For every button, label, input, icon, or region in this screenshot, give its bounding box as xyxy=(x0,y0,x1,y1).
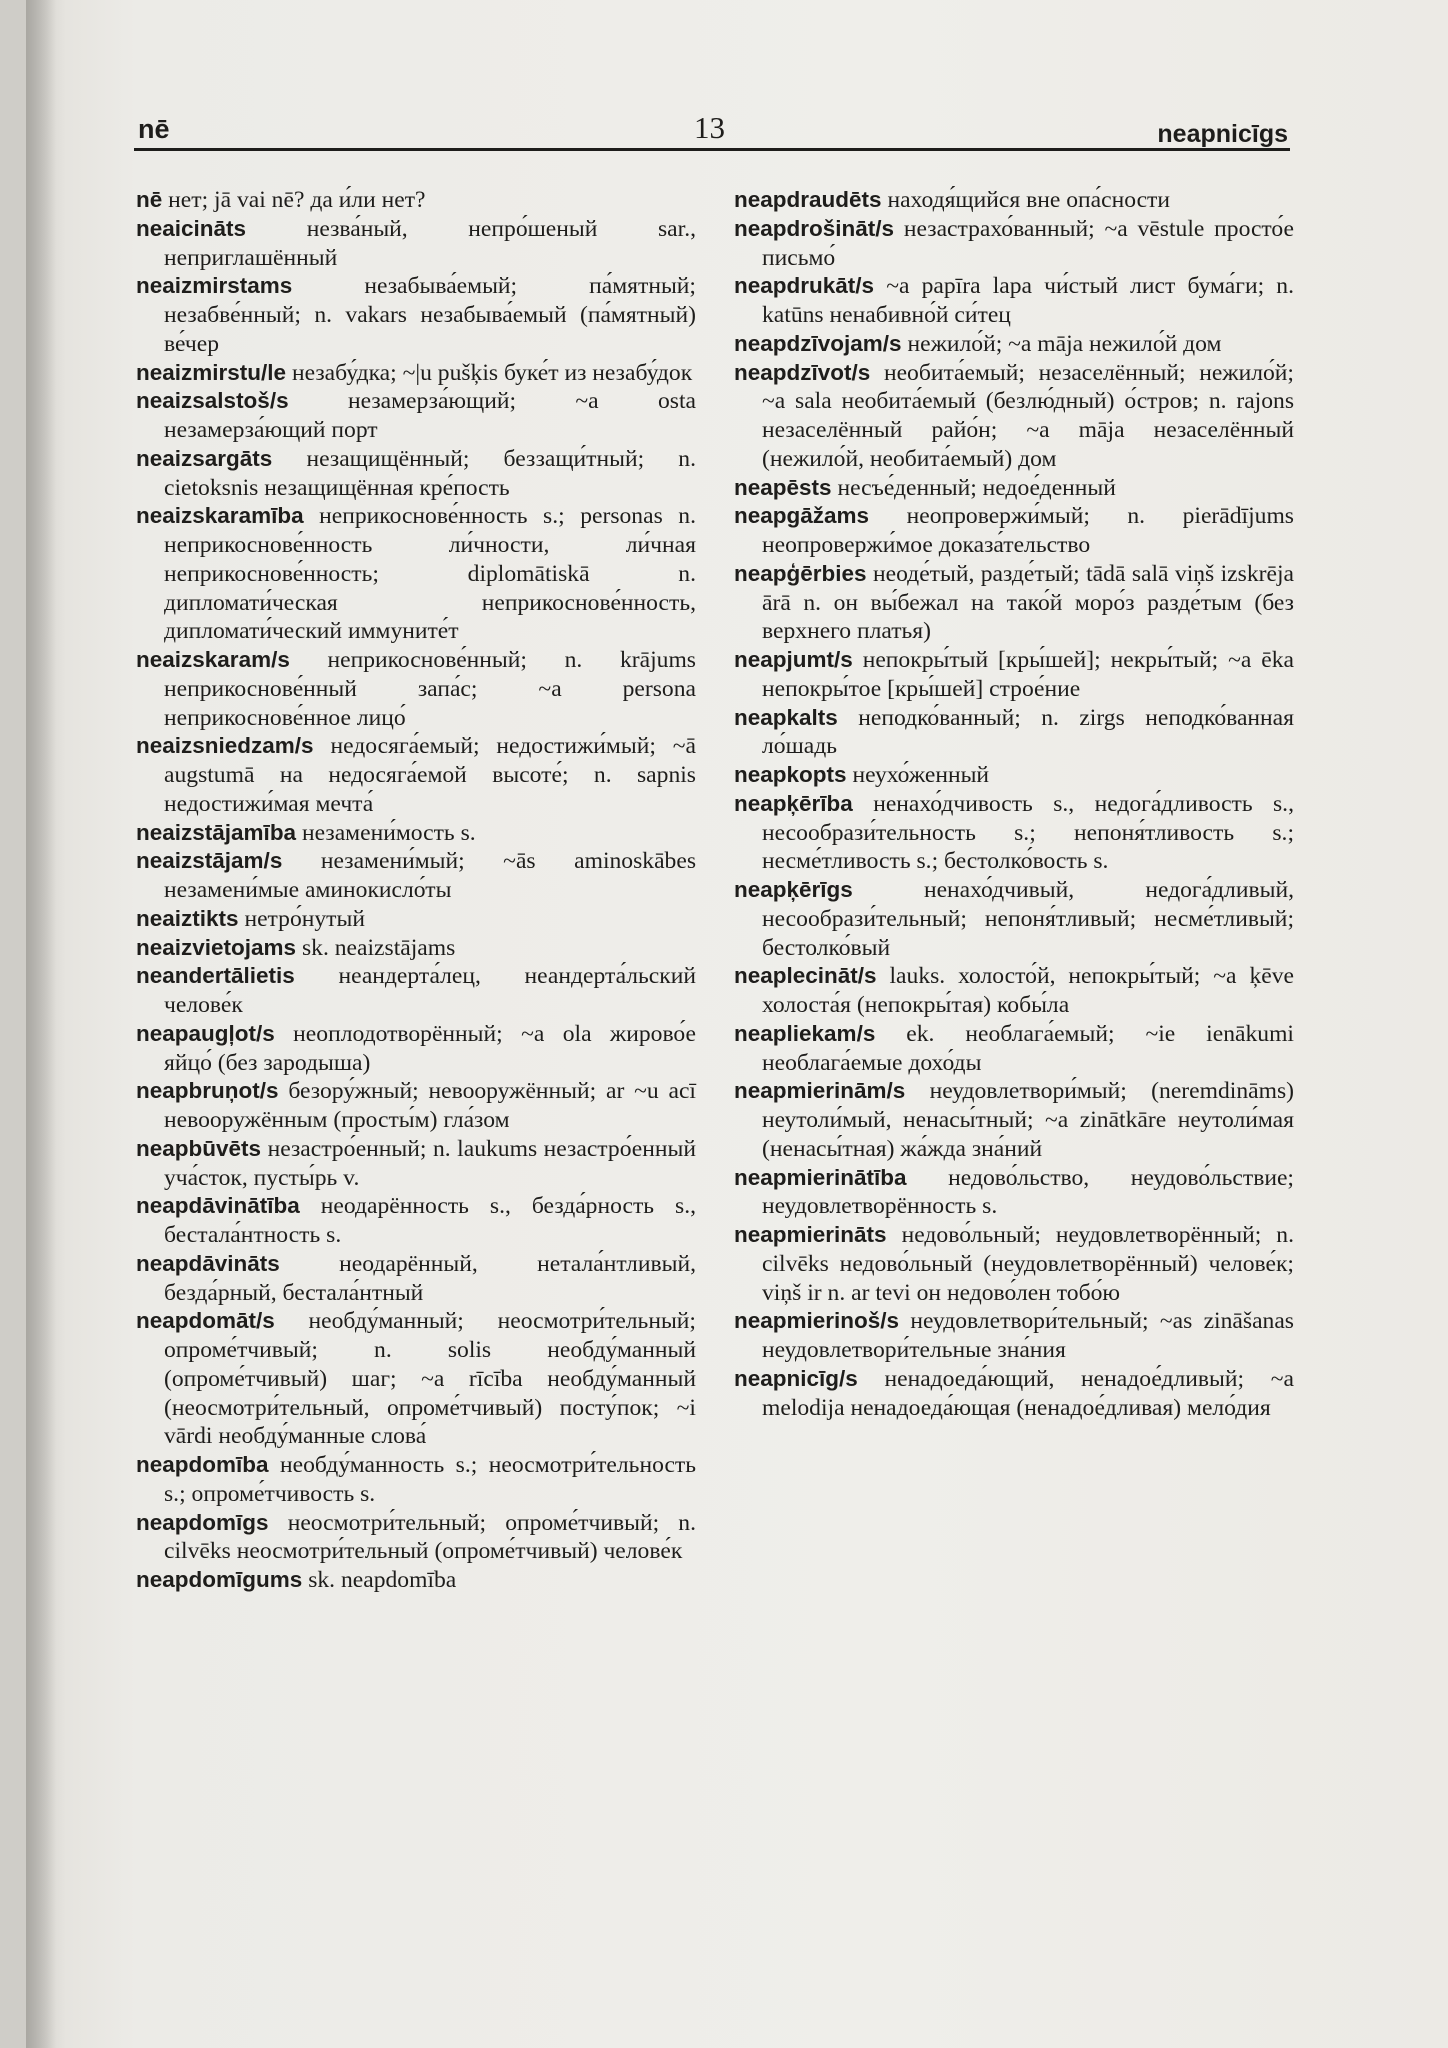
entry-definition: неподко́ванный; n. zirgs неподко́ванная ло́шадь xyxy=(762,704,1295,760)
entry-headword: neapmierinoš/s xyxy=(734,1308,900,1334)
entry-definition: неосмотри́тельный; опроме́тчивый; n. cilvēks неосмотри́тельный (опроме́тчивый) челове́к xyxy=(164,1509,696,1565)
entry-headword: neapkopts xyxy=(734,762,847,787)
left-column xyxy=(136,186,696,1595)
dictionary-entry xyxy=(136,1509,696,1567)
entry-definition: незабу́дка; ~|u pušķis буке́т из незабу́док xyxy=(291,359,693,386)
entry-definition: неудовлетвори́тельный; ~as zināšanas неудовлетвори́тельные зна́ния xyxy=(762,1308,1294,1363)
dictionary-entry xyxy=(136,186,696,215)
dictionary-entry xyxy=(136,732,696,818)
entry-headword: neaizvietojams xyxy=(136,934,297,960)
dictionary-entry xyxy=(136,502,696,646)
dictionary-entry xyxy=(734,330,1294,359)
entry-definition: незабыва́емый; па́мятный; незабве́нный; n. vakars незабыва́емый (па́мятный) ве́чер xyxy=(164,273,696,357)
entry-definition: недосяга́емый; недостижи́мый; ~ā augstumā на недосяга́емой высоте́; n. sapnis недостижи́мая мечта́ xyxy=(164,733,696,817)
entry-headword: neapķērīgs xyxy=(734,877,853,902)
entry-definition: незащищённый; беззащи́тный; n. cietoksnis незащищённая кре́пость xyxy=(164,445,696,501)
binding-shadow xyxy=(26,0,56,2048)
entry-headword: neapdomīgums xyxy=(136,1567,303,1592)
dictionary-entry xyxy=(734,1020,1294,1078)
dictionary-entry xyxy=(136,847,696,905)
entry-headword: neapdomāt/s xyxy=(136,1308,275,1334)
dictionary-entry xyxy=(734,876,1294,962)
dictionary-entry xyxy=(136,1307,696,1451)
entry-definition: незамени́мость s. xyxy=(301,819,476,846)
dictionary-entry xyxy=(734,359,1294,474)
entry-definition: недово́льный; неудовлетворённый; n. cilvēks недово́льный (неудовлетворённый) челове́к; viņš ir n. ar tevi он недово́лен тобо́ю xyxy=(762,1222,1295,1306)
dictionary-entry xyxy=(734,1365,1294,1423)
entry-headword: nē xyxy=(136,187,163,212)
entry-headword: neapmierinām/s xyxy=(734,1078,906,1104)
entry-headword: neapdomība xyxy=(136,1452,269,1477)
dictionary-entry xyxy=(734,1221,1294,1307)
entry-headword: neaizmirstams xyxy=(136,273,293,299)
entry-headword: neaizstājamība xyxy=(136,819,297,845)
dictionary-page xyxy=(26,0,1448,2048)
entry-headword: neapkalts xyxy=(734,704,838,730)
entry-definition: sk. neapdomība xyxy=(308,1567,457,1593)
dictionary-entry xyxy=(734,1077,1294,1163)
dictionary-entry xyxy=(734,790,1294,876)
entry-definition: незва́ный, непро́шеный sar., неприглашённый xyxy=(164,215,696,271)
entry-definition: недово́льство, неудово́льствие; неудовлетворённость s. xyxy=(762,1164,1294,1220)
entry-headword: neapģērbies xyxy=(734,560,867,586)
dictionary-entry xyxy=(136,215,696,273)
dictionary-entry xyxy=(136,1020,696,1078)
dictionary-entry xyxy=(734,474,1294,503)
entry-headword: neapliekam/s xyxy=(734,1020,876,1046)
entry-definition: ~a papīra lapa чи́стый лист бума́ги; n. katūns ненабивно́й си́тец xyxy=(762,273,1294,328)
entry-definition: ненадоеда́ющий, ненадое́дливый; ~a melodija ненадоеда́ющая (ненадое́дливая) мело́дия xyxy=(762,1365,1294,1421)
entry-definition: несъе́денный; недое́денный xyxy=(837,474,1116,501)
dictionary-entry xyxy=(136,1192,696,1250)
entry-headword: neapdzīvot/s xyxy=(734,359,871,385)
entry-headword: neapdraudēts xyxy=(734,187,882,212)
entry-definition: непокры́тый [кры́шей]; некры́тый; ~a ēka непокры́тое [кры́шей] строе́ние xyxy=(762,647,1294,702)
dictionary-entry xyxy=(734,1307,1294,1365)
dictionary-entry xyxy=(136,1135,696,1193)
entry-headword: neaizstājam/s xyxy=(136,848,283,874)
entry-headword: neaplecināt/s xyxy=(734,963,877,989)
entry-headword: neaiztikts xyxy=(136,905,239,931)
entry-headword: neaizsniedzam/s xyxy=(136,733,314,759)
entry-headword: neaicināts xyxy=(136,215,247,241)
entry-definition: ek. необлага́емый; ~ie ienākumi необлага́емые дохо́ды xyxy=(762,1020,1294,1076)
dictionary-entry xyxy=(136,445,696,503)
entry-definition: неприкоснове́нный; n. krājums неприкоснове́нный запа́с; ~a persona неприкоснове́нное лицо́ xyxy=(164,647,696,731)
entry-headword: neapbruņot/s xyxy=(136,1078,279,1104)
header-rule xyxy=(134,148,1290,151)
entry-definition: находя́щийся вне опа́сности xyxy=(887,187,1170,213)
entry-headword: neapdāvināts xyxy=(136,1250,280,1276)
dictionary-entry xyxy=(136,1077,696,1135)
dictionary-entry xyxy=(136,905,696,934)
entry-definition: необду́манный; неосмотри́тельный; опроме́тчивый; n. solis необду́манный (опроме́тчивый) шаг; ~a rīcība необду́манный (неосмотри́тельный, опроме́тчивый) посту́пок; ~i vārdi необду́манные слова́ xyxy=(164,1308,696,1450)
dictionary-entry xyxy=(136,819,696,848)
dictionary-entry xyxy=(734,502,1294,560)
dictionary-entry xyxy=(136,359,696,388)
entry-definition: неопровержи́мый; n. pierādījums неопровержи́мое доказа́тельство xyxy=(762,503,1294,558)
dictionary-entry xyxy=(136,387,696,445)
dictionary-entry xyxy=(734,272,1294,330)
entry-definition: ненахо́дчивость s., недога́дливость s., несообрази́тельность s.; непоня́тливость s.; несме́тливость s.; бестолко́вость s. xyxy=(762,790,1294,875)
entry-definition: незамени́мый; ~ās aminoskābes незамени́мые аминокисло́ты xyxy=(164,848,696,903)
entry-definition: нет; jā vai nē? да и́ли нет? xyxy=(168,187,426,213)
entry-definition: неоплодотворённый; ~a ola жирово́е яйцо́ (без зародыша) xyxy=(164,1020,696,1076)
dictionary-entry xyxy=(136,1250,696,1308)
entry-headword: neapdomīgs xyxy=(136,1509,269,1535)
entry-definition: незастрахо́ванный; ~a vēstule просто́е письмо́ xyxy=(762,215,1294,271)
page-header xyxy=(138,108,1288,148)
entry-definition: необду́манность s.; неосмотри́тельность s.; опроме́тчивость s. xyxy=(164,1452,696,1507)
entry-headword: neaizskaram/s xyxy=(136,647,290,672)
entry-headword: neapdrošināt/s xyxy=(734,215,895,241)
entry-definition: неоде́тый, разде́тый; tādā salā viņš izskrēja ārā n. он вы́бежал на тако́й моро́з разде́тым (без верхнего платья) xyxy=(762,560,1294,645)
dictionary-entry xyxy=(734,186,1294,215)
entry-headword: neapdāvinātība xyxy=(136,1193,300,1219)
dictionary-entry xyxy=(734,215,1294,273)
dictionary-entry xyxy=(136,272,696,358)
entry-headword: neapmierinātība xyxy=(734,1164,907,1190)
dictionary-entry xyxy=(136,646,696,732)
entry-definition: lauks. холосто́й, непокры́тый; ~a ķēve холоста́я (непокры́тая) кобы́ла xyxy=(762,963,1294,1018)
entry-headword: neapķērība xyxy=(734,790,853,816)
entry-headword: neaizskaramība xyxy=(136,503,304,529)
entry-headword: neaizsargāts xyxy=(136,445,273,471)
dictionary-entry xyxy=(136,962,696,1020)
entry-headword: neaizsalstoš/s xyxy=(136,388,289,414)
dictionary-entry xyxy=(734,704,1294,762)
dictionary-entry xyxy=(136,934,696,963)
header-last-word: neapnicīgs xyxy=(1157,120,1288,148)
dictionary-entry xyxy=(734,761,1294,790)
entry-definition: sk. neaizstājams xyxy=(301,934,456,961)
entry-headword: neandertālietis xyxy=(136,963,295,989)
entry-headword: neapgāžams xyxy=(734,503,870,529)
page-number: 13 xyxy=(694,110,725,145)
header-first-word: nē xyxy=(138,114,170,144)
entry-definition: неандерта́лец, неандерта́льский челове́к xyxy=(164,963,696,1018)
entry-definition: неудовлетвори́мый; (neremdināms) неутоли́мый, ненасы́тный; ~a zinātkāre неутоли́мая (ненасы́тная) жа́жда зна́ний xyxy=(762,1078,1294,1162)
entry-definition: незастро́енный; n. laukums незастро́енный уча́сток, пусты́рь v. xyxy=(164,1135,696,1191)
entry-headword: neapaugļot/s xyxy=(136,1020,275,1046)
entry-definition: ненахо́дчивый, недога́дливый, несообрази́тельный; непоня́тливый; несме́тливый; бестолко́вый xyxy=(762,877,1294,961)
entry-headword: neapēsts xyxy=(734,474,832,500)
entry-headword: neapnicīg/s xyxy=(734,1365,858,1391)
entry-definition: неодарённость s., безда́рность s., бестала́нтность s. xyxy=(164,1193,696,1248)
entry-definition: нетро́нутый xyxy=(244,905,365,932)
entry-headword: neapjumt/s xyxy=(734,647,853,672)
entry-headword: neapdrukāt/s xyxy=(734,273,875,299)
entry-headword: neaizmirstu/le xyxy=(136,359,287,385)
entry-definition: неухо́женный xyxy=(852,762,990,788)
entry-headword: neapmierināts xyxy=(734,1222,887,1247)
entry-definition: необита́емый; незаселённый; нежило́й; ~a sala необита́емый (безлю́дный) о́стров; n. rajons незаселённый райо́н; ~a māja незаселённый (нежило́й, необита́емый) дом xyxy=(762,359,1294,472)
entry-definition: неодарённый, нетала́нтливый, безда́рный, бестала́нтный xyxy=(164,1250,696,1306)
entry-definition: неприкоснове́нность s.; personas n. неприкоснове́нность ли́чности, ли́чная неприкоснове́нность; diplomātiskā n. дипломати́ческая неприкоснове́нность, дипломати́ческий иммуните́т xyxy=(164,503,696,645)
entry-headword: neapdzīvojam/s xyxy=(734,330,902,356)
dictionary-entry xyxy=(136,1451,696,1509)
entry-definition: незамерза́ющий; ~a osta незамерза́ющий порт xyxy=(164,388,696,443)
right-column xyxy=(734,186,1294,1422)
dictionary-entry xyxy=(734,1164,1294,1222)
dictionary-entry xyxy=(734,560,1294,646)
dictionary-entry xyxy=(734,646,1294,704)
dictionary-entry xyxy=(734,962,1294,1020)
entry-definition: безору́жный; невооружённый; ar ~u acī невооружённым (просты́м) гла́зом xyxy=(164,1078,696,1133)
entry-headword: neapbūvēts xyxy=(136,1135,262,1161)
entry-definition: нежило́й; ~a māja нежило́й дом xyxy=(907,330,1222,357)
dictionary-entry xyxy=(136,1566,696,1595)
